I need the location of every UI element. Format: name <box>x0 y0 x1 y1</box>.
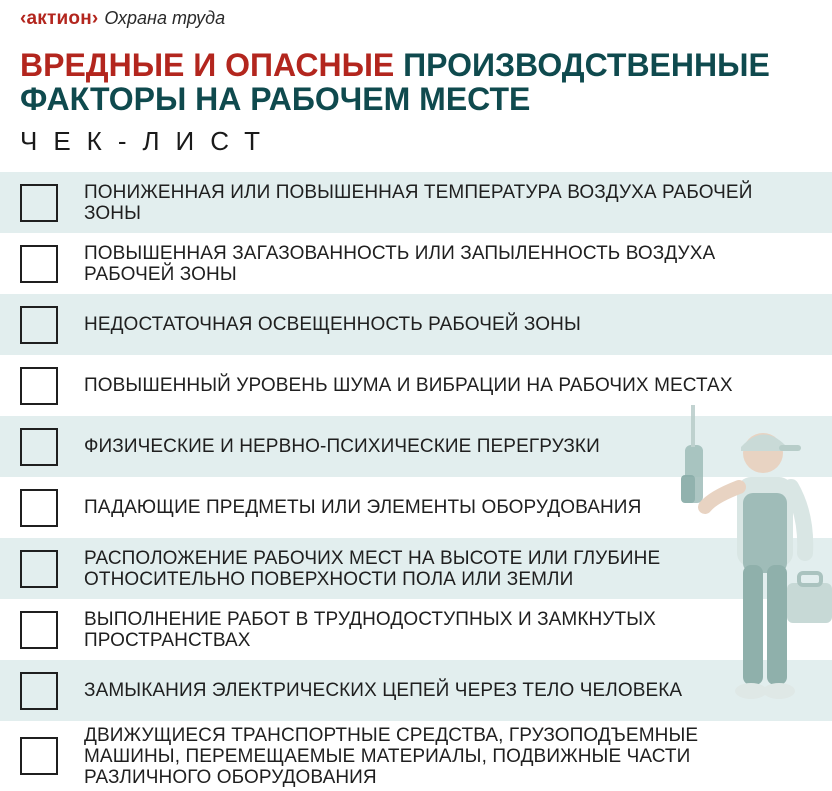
subtitle: ЧЕК-ЛИСТ <box>20 126 277 156</box>
checklist-item-label: ВЫПОЛНЕНИЕ РАБОТ В ТРУДНОДОСТУПНЫХ И ЗАМКНУТЫХ ПРОСТРАНСТВАХ <box>84 608 656 651</box>
brand-product-name: Охрана труда <box>104 8 226 28</box>
checkbox[interactable] <box>20 428 58 466</box>
page-title <box>20 48 820 116</box>
checkbox[interactable] <box>20 306 58 344</box>
header <box>20 8 820 157</box>
checklist-item-label: ЗАМЫКАНИЯ ЭЛЕКТРИЧЕСКИХ ЦЕПЕЙ ЧЕРЕЗ ТЕЛО ЧЕЛОВЕКА <box>84 680 683 701</box>
checklist-item-label: НЕДОСТАТОЧНАЯ ОСВЕЩЕННОСТЬ РАБОЧЕЙ ЗОНЫ <box>84 314 581 335</box>
checklist-item-label: РАСПОЛОЖЕНИЕ РАБОЧИХ МЕСТ НА ВЫСОТЕ ИЛИ ГЛУБИНЕ ОТНОСИТЕЛЬНО ПОВЕРХНОСТИ ПОЛА ИЛИ ЗЕМЛИ <box>84 547 661 590</box>
title-rest: ПРОИЗВОДСТВЕННЫЕ ФАКТОРЫ НА РАБОЧЕМ МЕСТЕ <box>20 47 770 117</box>
checklist-item <box>0 477 832 538</box>
title-highlight: ВРЕДНЫЕ И ОПАСНЫЕ <box>20 47 395 83</box>
checklist-item-label: ФИЗИЧЕСКИЕ И НЕРВНО-ПСИХИЧЕСКИЕ ПЕРЕГРУЗКИ <box>84 436 600 457</box>
checklist-item <box>0 172 832 233</box>
checkbox[interactable] <box>20 737 58 775</box>
checklist-item-label: ДВИЖУЩИЕСЯ ТРАНСПОРТНЫЕ СРЕДСТВА, ГРУЗОПОДЪЕМНЫЕ МАШИНЫ, ПЕРЕМЕЩАЕМЫЕ МАТЕРИАЛЫ, ПОДВИЖНЫЕ ЧАСТИ РАЗЛИЧНОГО ОБОРУДОВАНИЯ <box>84 724 699 788</box>
checklist-item <box>0 538 832 599</box>
checklist-item <box>0 294 832 355</box>
checklist-item <box>0 721 832 791</box>
brand <box>20 8 820 36</box>
checkbox[interactable] <box>20 672 58 710</box>
checkbox[interactable] <box>20 550 58 588</box>
checkbox[interactable] <box>20 611 58 649</box>
checklist-item-label: ПАДАЮЩИЕ ПРЕДМЕТЫ ИЛИ ЭЛЕМЕНТЫ ОБОРУДОВАНИЯ <box>84 497 642 518</box>
checklist-item <box>0 599 832 660</box>
checklist-item <box>0 416 832 477</box>
checklist-item <box>0 355 832 416</box>
checkbox[interactable] <box>20 489 58 527</box>
checklist-item-label: ПОНИЖЕННАЯ ИЛИ ПОВЫШЕННАЯ ТЕМПЕРАТУРА ВОЗДУХА РАБОЧЕЙ ЗОНЫ <box>84 181 753 224</box>
checklist <box>0 172 832 791</box>
brand-logo: ‹актион› <box>20 8 99 29</box>
checklist-item-label: ПОВЫШЕННАЯ ЗАГАЗОВАННОСТЬ ИЛИ ЗАПЫЛЕННОСТЬ ВОЗДУХА РАБОЧЕЙ ЗОНЫ <box>84 242 716 285</box>
checkbox[interactable] <box>20 184 58 222</box>
checklist-item <box>0 660 832 721</box>
checkbox[interactable] <box>20 367 58 405</box>
checklist-item-label: ПОВЫШЕННЫЙ УРОВЕНЬ ШУМА И ВИБРАЦИИ НА РАБОЧИХ МЕСТАХ <box>84 375 733 396</box>
checklist-item <box>0 233 832 294</box>
checkbox[interactable] <box>20 245 58 283</box>
